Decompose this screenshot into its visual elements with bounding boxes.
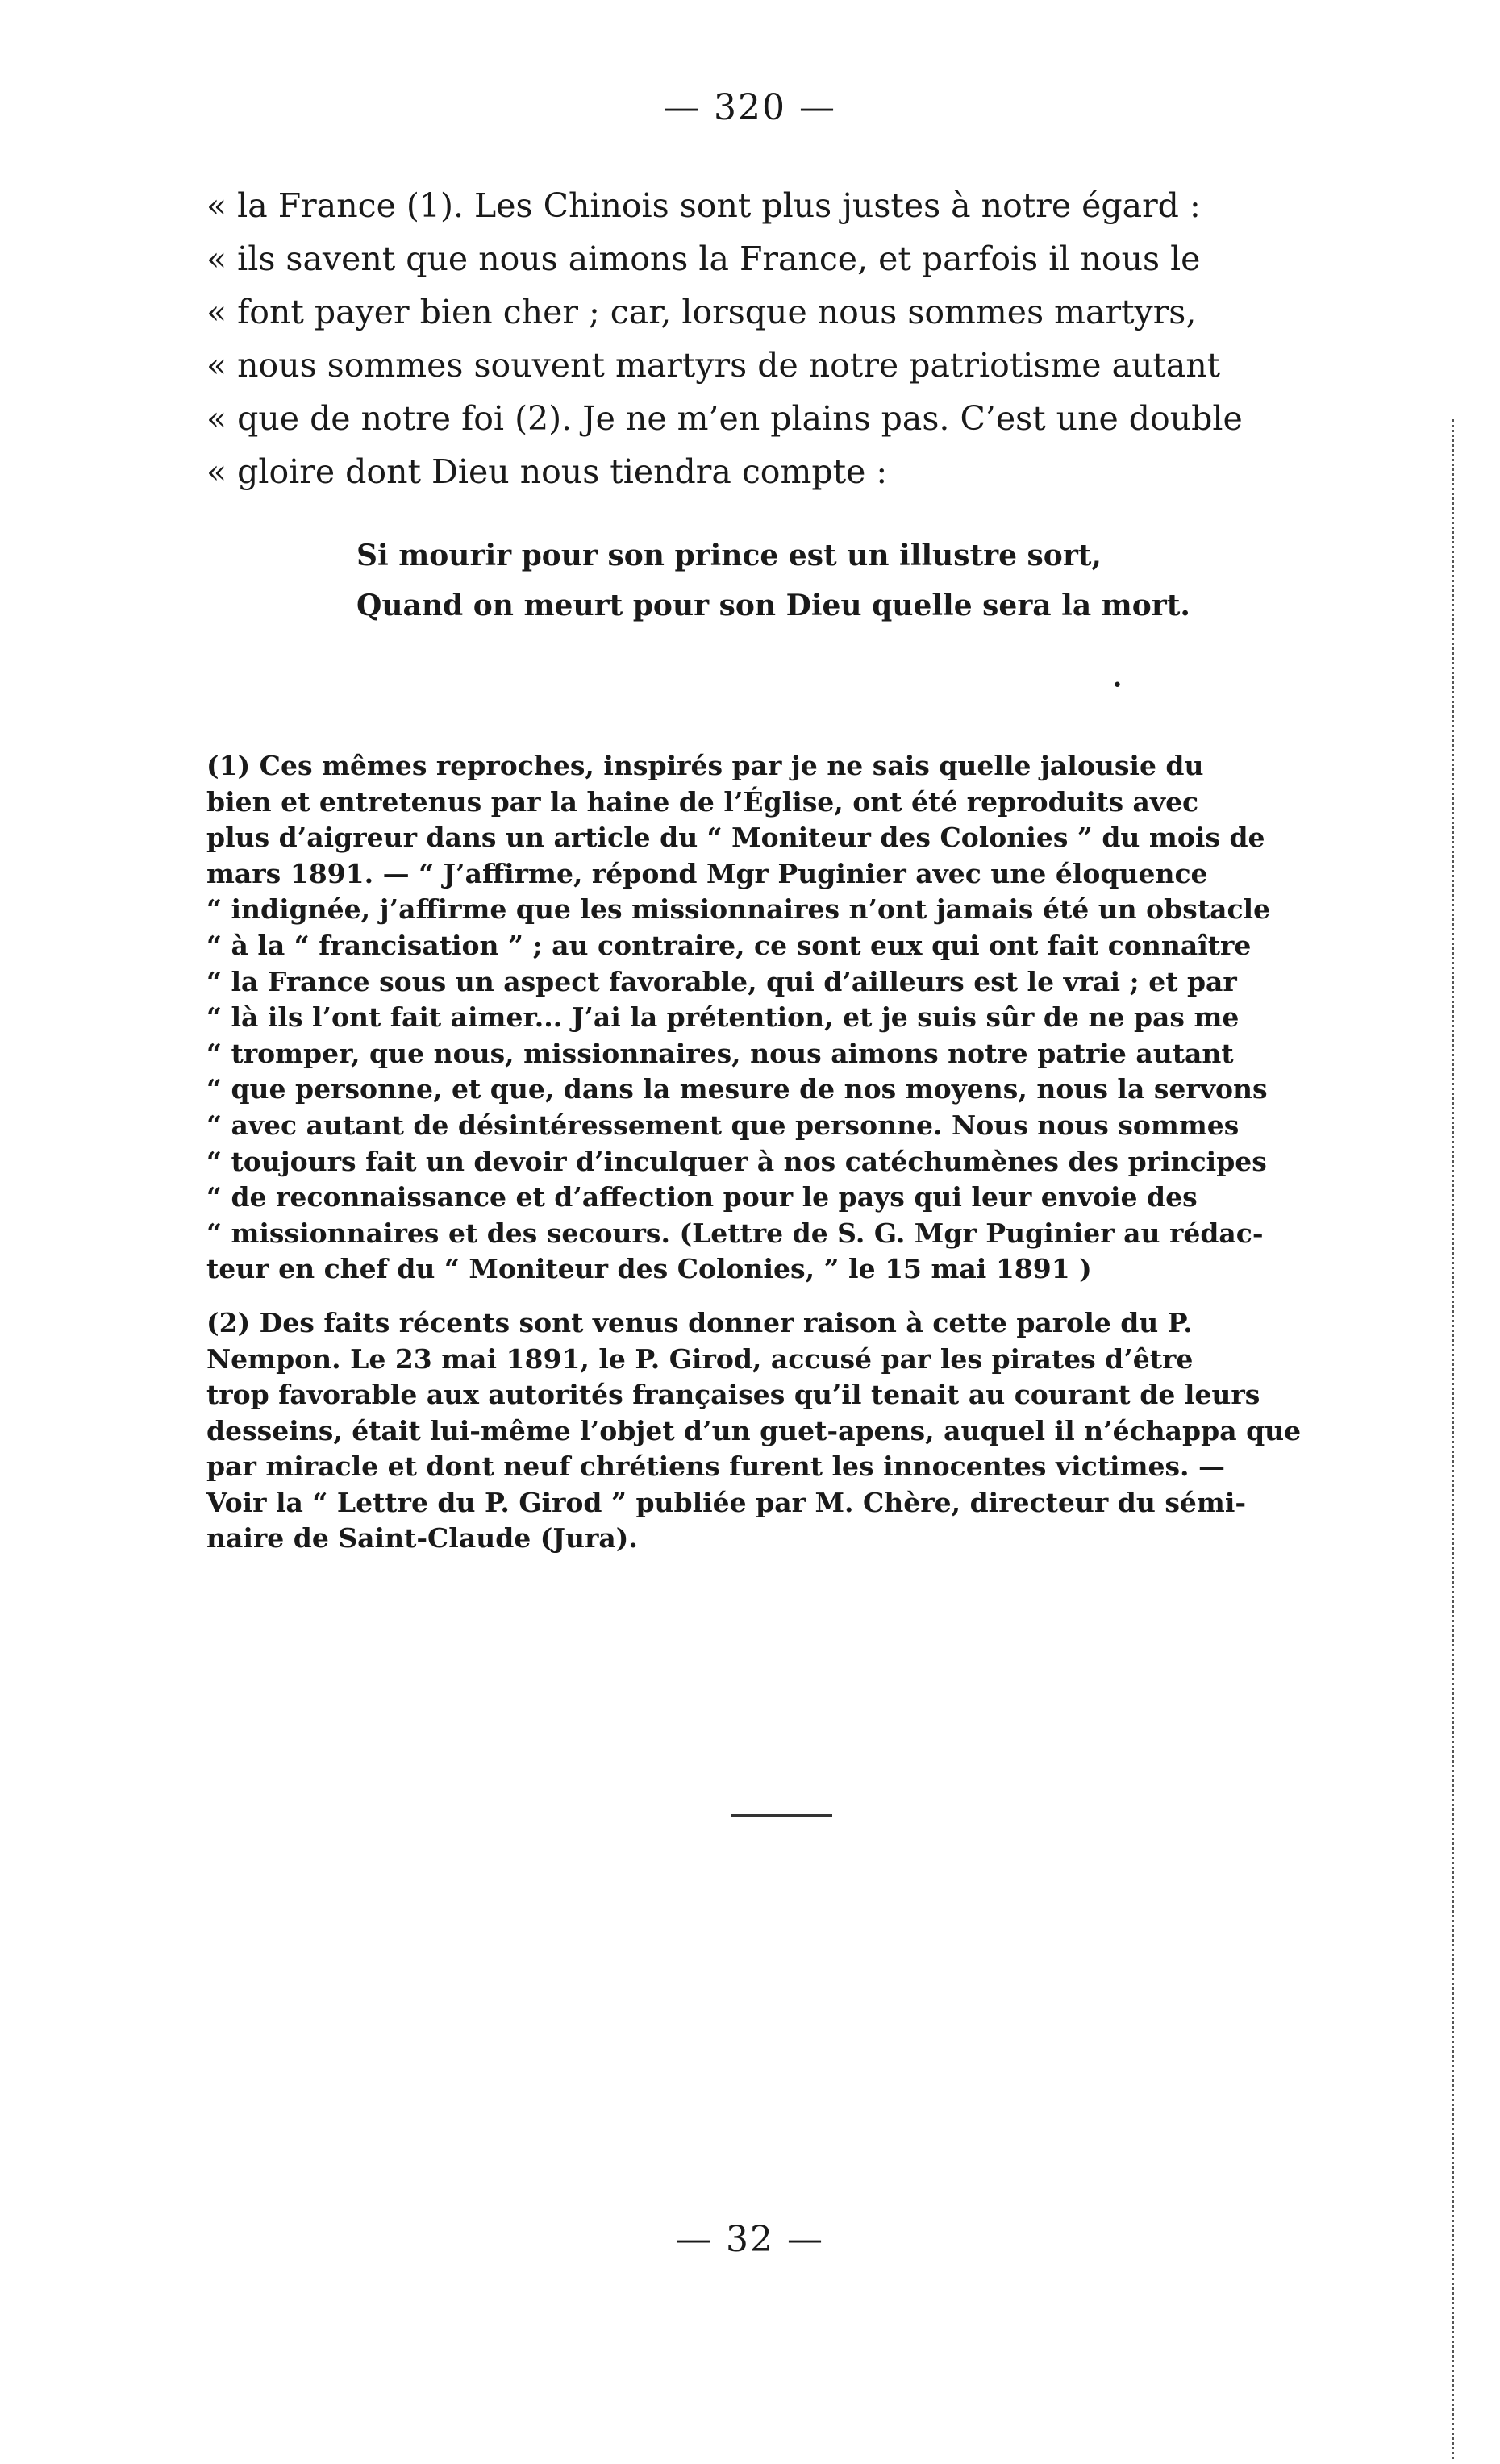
footnote-line: desseins, était lui-même l’objet d’un guet-apens, auquel il n’échappa que (206, 1414, 1302, 1446)
footnote-2 (206, 1305, 1384, 1557)
footnote-line: naire de Saint-Claude (Jura). (206, 1522, 638, 1555)
footnote-line: (1) Ces mêmes reproches, inspirés par je ne sais quelle jalousie du (206, 750, 1204, 781)
footnote-line: “ indignée, j’affirme que les missionnaires n’ont jamais été un obstacle (206, 893, 1271, 926)
footnote-line: mars 1891. — “ J’affirme, répond Mgr Puginier avec une éloquence (206, 857, 1208, 889)
text-line: « gloire dont Dieu nous tiendra compte : (206, 452, 888, 491)
signature-mark: — 32 — (676, 2219, 824, 2260)
main-text (206, 179, 1400, 498)
footnote-line: (2) Des faits récents sont venus donner raison à cette parole du P. (206, 1306, 1193, 1338)
text-line: « nous sommes souvent martyrs de notre patriotisme autant (206, 346, 1221, 385)
footnotes (206, 748, 1384, 1557)
text-line: « la France (1). Les Chinois sont plus justes à notre égard : (206, 186, 1201, 225)
footnote-line: “ missionnaires et des secours. (Lettre de S. G. Mgr Puginier au rédac- (206, 1217, 1264, 1249)
text-line: « ils savent que nous aimons la France, et parfois il nous le (206, 239, 1201, 278)
section-divider (731, 1814, 832, 1817)
text-line: « font payer bien cher ; car, lorsque nous sommes martyrs, (206, 293, 1197, 331)
footnote-line: “ toujours fait un devoir d’inculquer à nos catéchumènes des principes (206, 1145, 1267, 1177)
footnote-1 (206, 748, 1384, 1288)
page-edge-shadow (1419, 419, 1454, 2459)
footnote-line: “ de reconnaissance et d’affection pour le pays qui leur envoie des (206, 1181, 1198, 1213)
footnote-line: bien et entretenus par la haine de l’Église, ont été reproduits avec (206, 785, 1199, 818)
footnote-line: “ avec autant de désintéressement que personne. Nous nous sommes (206, 1109, 1240, 1141)
footnote-line: “ que personne, et que, dans la mesure de nos moyens, nous la servons (206, 1073, 1268, 1105)
footnote-line: Nempon. Le 23 mai 1891, le P. Girod, accusé par les pirates d’être (206, 1342, 1194, 1375)
poem-line: Si mourir pour son prince est un illustre sort, (356, 539, 1102, 572)
footnote-line: “ tromper, que nous, missionnaires, nous aimons notre patrie autant (206, 1037, 1234, 1069)
footnote-line: trop favorable aux autorités françaises qu’il tenait au courant de leurs (206, 1379, 1260, 1411)
poem-line: Quand on meurt pour son Dieu quelle sera la mort. (356, 589, 1190, 622)
footnote-line: Voir la “ Lettre du P. Girod ” publiée par M. Chère, directeur du sémi- (206, 1486, 1247, 1518)
page-number: — 320 — (664, 87, 836, 128)
footnote-line: “ la France sous un aspect favorable, qui d’ailleurs est le vrai ; et par (206, 965, 1237, 997)
text-line: « que de notre foi (2). Je ne m’en plains pas. C’est une double (206, 399, 1243, 438)
footnote-line: par miracle et dont neuf chrétiens furent les innocentes victimes. — (206, 1451, 1226, 1483)
footnote-gap (206, 1288, 1384, 1305)
bullet-ornament: • (1112, 676, 1123, 696)
footnote-line: plus d’aigreur dans un article du “ Moniteur des Colonies ” du mois de (206, 822, 1265, 854)
footnote-line: teur en chef du “ Moniteur des Colonies, ” le 15 mai 1891 ) (206, 1253, 1092, 1285)
poem-quote (356, 531, 1324, 631)
footnote-line: “ là ils l’ont fait aimer... J’ai la prétention, et je suis sûr de ne pas me (206, 1001, 1240, 1034)
footnote-line: “ à la “ francisation ” ; au contraire, ce sont eux qui ont fait connaître (206, 929, 1252, 961)
